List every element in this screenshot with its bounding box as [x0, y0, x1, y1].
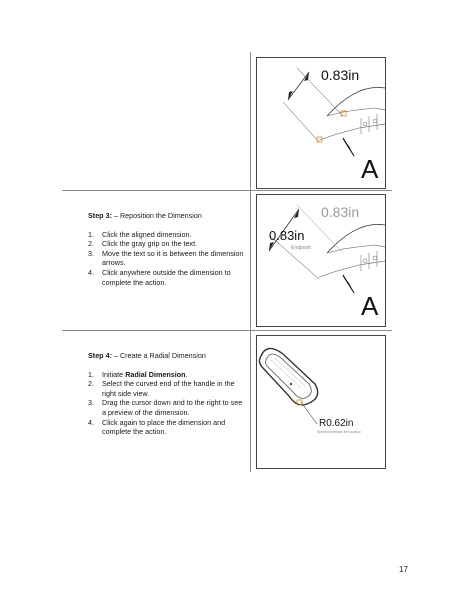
step-3-list [88, 230, 246, 288]
list-item: 1. Click the aligned dimension. [88, 229, 192, 239]
dimension-text: 0.83in [321, 67, 360, 83]
table-row-divider [62, 330, 392, 331]
reposition-dimension-drawing [257, 195, 385, 326]
step-4-list [88, 370, 246, 437]
figure-reposition-dimension [256, 194, 386, 327]
step-4-instructions [88, 351, 246, 437]
dimension-text: 0.83in [269, 228, 305, 243]
figure-radial-dimension [256, 335, 386, 469]
view-label: A [361, 291, 379, 321]
figure-aligned-dimension [256, 57, 386, 189]
radial-dimension-drawing [257, 336, 385, 468]
list-item: 2. Select the curved end of the handle in the right side view. [88, 379, 235, 398]
list-item: 3. Move the text so it is between the dimension arrows. [88, 248, 244, 268]
list-item: 4. Click anywhere outside the dimension to complete the action. [88, 267, 231, 287]
svg-text:Endpoint: Endpoint [291, 245, 311, 251]
step-3-title: Step 3: – Reposition the Dimension [88, 211, 202, 220]
list-item: 3. Drag the cursor down and to the right to see a preview of the dimension. [88, 398, 243, 417]
step-4-title: Step 4: – Create a Radial Dimension [88, 351, 206, 360]
radial-dimension-text: R0.62in [319, 418, 354, 429]
table-column-divider [250, 52, 251, 472]
list-item: 2. Click the gray grip on the text. [88, 239, 198, 249]
svg-text:Specify dimension line locatio: Specify dimension line location [317, 430, 361, 434]
list-item: 1. Initiate Radial Dimension. [88, 369, 188, 379]
dimension-text-preview: 0.83in [321, 204, 360, 220]
view-label: A [361, 154, 379, 184]
page-number: 17 [399, 565, 408, 574]
table-row-divider [62, 190, 392, 191]
step-3-instructions [88, 211, 246, 287]
aligned-dimension-drawing [257, 58, 385, 188]
list-item: 4. Click again to place the dimension and complete the action. [88, 417, 226, 437]
